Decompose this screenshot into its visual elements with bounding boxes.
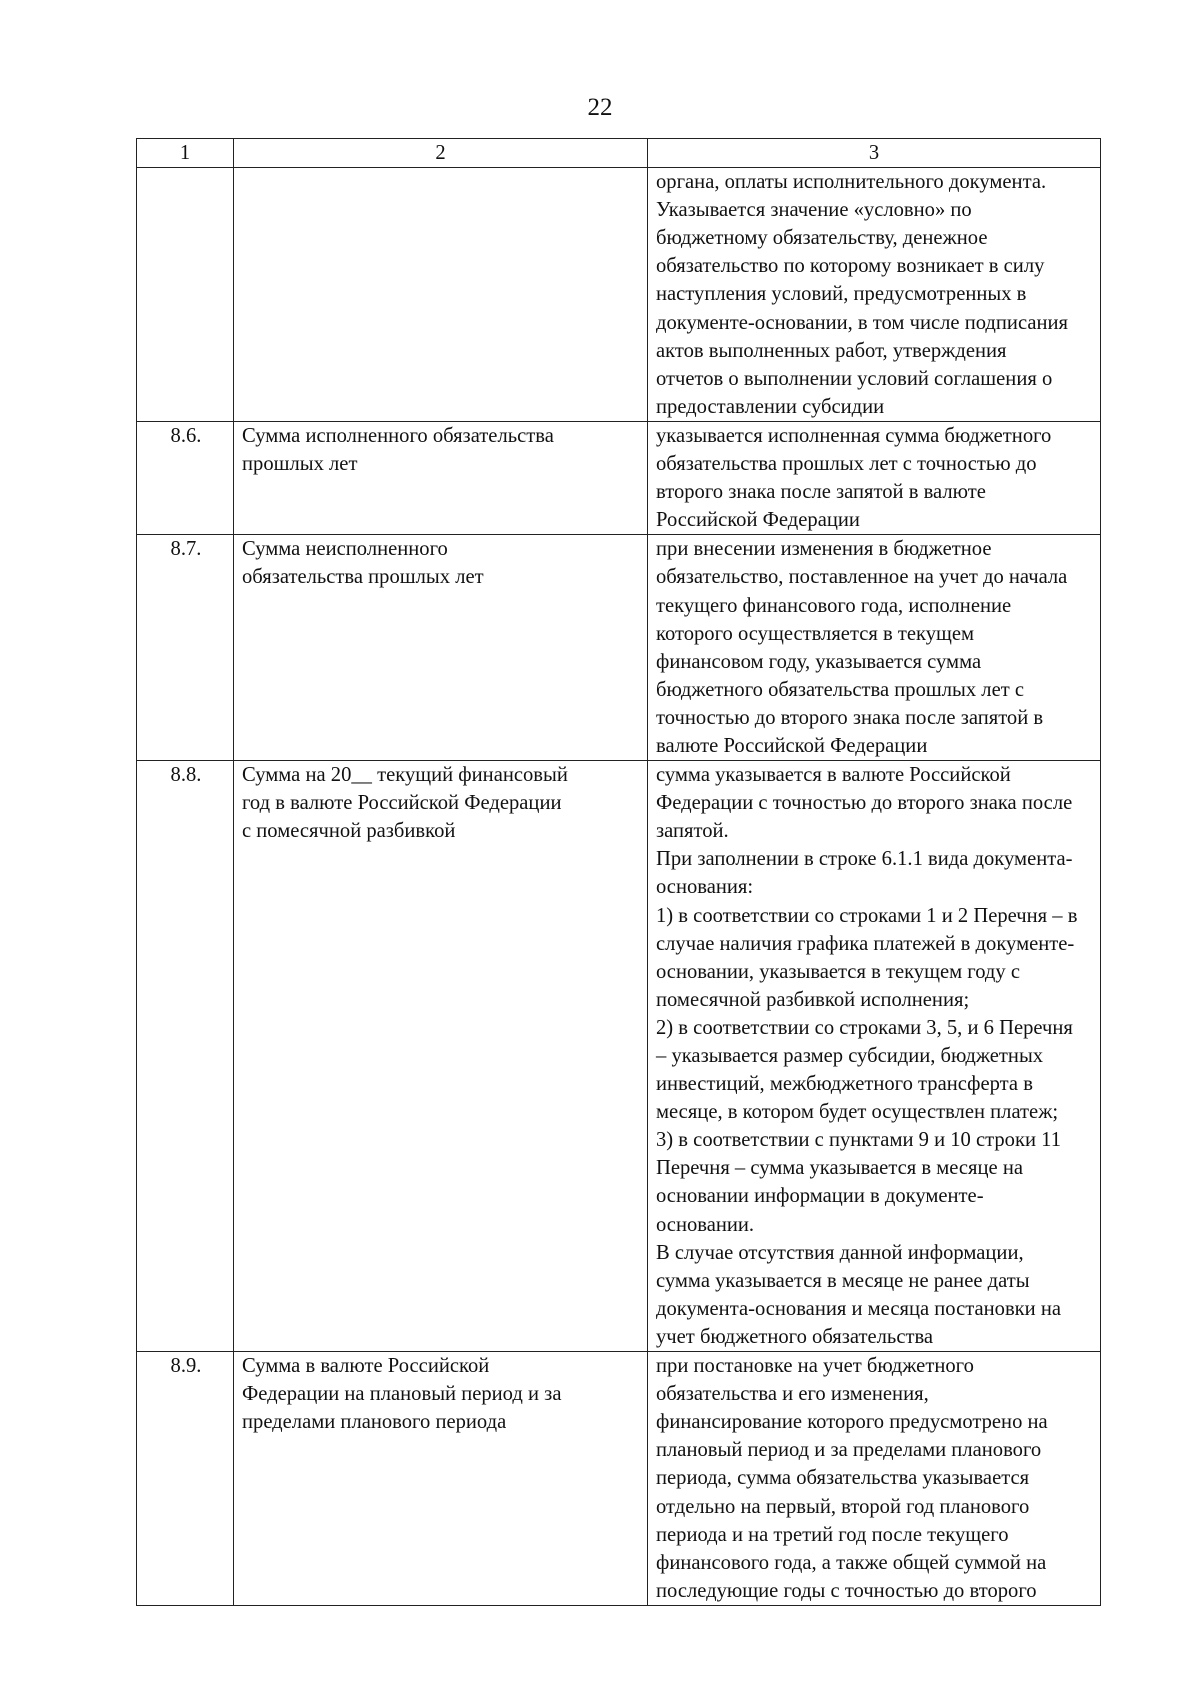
description-line: финансирование которого предусмотрено на xyxy=(656,1411,1048,1434)
field-name-cell xyxy=(234,421,648,534)
description-line: 1) в соответствии со строками 1 и 2 Перечня – в xyxy=(656,904,1078,927)
description-line: периода и на третий год после текущего xyxy=(656,1523,1009,1546)
description-line: обязательства прошлых лет с точностью до xyxy=(656,453,1037,476)
description-line: точностью до второго знака после запятой в xyxy=(656,706,1044,729)
description-cell xyxy=(648,421,1101,534)
row-number-cell xyxy=(137,168,234,422)
description-line: при внесении изменения в бюджетное xyxy=(656,538,992,561)
description-line: бюджетному обязательству, денежное xyxy=(656,227,988,250)
description-line: документе-основании, в том числе подписания xyxy=(656,311,1068,334)
table-header-row xyxy=(137,139,1101,168)
field-name-line: с помесячной разбивкой xyxy=(242,820,456,843)
description-line: – указывается размер субсидии, бюджетных xyxy=(656,1045,1044,1067)
description-line: обязательства и его изменения, xyxy=(656,1383,929,1406)
field-name-line: Сумма на 20__ текущий финансовый xyxy=(242,764,568,787)
description-line: предоставлении субсидии xyxy=(656,395,885,418)
description-line: финансового года, а также общей суммой на xyxy=(656,1551,1047,1574)
description-line: которого осуществляется в текущем xyxy=(656,622,975,645)
column-header-3: 3 xyxy=(648,139,1101,168)
description-line: периода, сумма обязательства указывается xyxy=(656,1467,1030,1490)
description-line: органа, оплаты исполнительного документа. xyxy=(656,171,1047,194)
description-line: при постановке на учет бюджетного xyxy=(656,1355,974,1378)
description-line: В случае отсутствия данной информации, xyxy=(656,1241,1024,1264)
row-number-cell: 8.8. xyxy=(137,761,234,1352)
description-line: основания: xyxy=(656,876,754,899)
description-line: бюджетного обязательства прошлых лет с xyxy=(656,678,1024,701)
field-name-line: Сумма в валюте Российской xyxy=(242,1355,490,1378)
field-name-line: пределами планового периода xyxy=(242,1411,507,1434)
field-name-line: обязательства прошлых лет xyxy=(242,566,484,589)
description-line: основании. xyxy=(656,1213,755,1236)
description-line: сумма указывается в месяце не ранее даты xyxy=(656,1269,1030,1292)
description-line: отдельно на первый, второй год планового xyxy=(656,1495,1030,1518)
table-row xyxy=(137,761,1101,1352)
description-cell xyxy=(648,168,1101,422)
column-header-1: 1 xyxy=(137,139,234,168)
field-name-line: прошлых лет xyxy=(242,453,358,476)
table-row xyxy=(137,1352,1101,1606)
description-line: актов выполненных работ, утверждения xyxy=(656,339,1007,362)
description-line: обязательство, поставленное на учет до начала xyxy=(656,566,1068,589)
description-line: обязательство по которому возникает в силу xyxy=(656,255,1045,278)
table-row xyxy=(137,421,1101,534)
field-name-cell xyxy=(234,535,648,761)
description-line: наступления условий, предусмотренных в xyxy=(656,283,1027,306)
field-name-line: Сумма неисполненного xyxy=(242,538,448,561)
description-line: последующие годы с точностью до второго xyxy=(656,1579,1037,1602)
description-line: финансовом году, указывается сумма xyxy=(656,650,982,673)
field-name-line: Федерации на плановый период и за xyxy=(242,1383,562,1406)
field-name-cell xyxy=(234,1352,648,1606)
description-line: помесячной разбивкой исполнения; xyxy=(656,988,970,1011)
description-line: документа-основания и месяца постановки на xyxy=(656,1297,1061,1320)
description-line: Указывается значение «условно» по xyxy=(656,199,972,222)
description-line: валюте Российской Федерации xyxy=(656,734,928,757)
field-name-line: год в валюте Российской Федерации xyxy=(242,792,562,815)
description-line: отчетов о выполнении условий соглашения о xyxy=(656,367,1053,390)
description-line: текущего финансового года, исполнение xyxy=(656,594,1012,617)
page-number: 22 xyxy=(587,94,613,121)
description-line: случае наличия графика платежей в документе- xyxy=(656,932,1075,955)
description-line: второго знака после запятой в валюте xyxy=(656,481,986,504)
description-cell xyxy=(648,535,1101,761)
column-header-2: 2 xyxy=(234,139,648,168)
description-line: основании, указывается в текущем году с xyxy=(656,960,1020,983)
specification-table xyxy=(136,138,1101,1606)
description-line: указывается исполненная сумма бюджетного xyxy=(656,424,1052,447)
description-line: 3) в соответствии с пунктами 9 и 10 строки 11 xyxy=(656,1129,1061,1152)
description-line: инвестиций, межбюджетного трансферта в xyxy=(656,1073,1033,1096)
description-line: основании информации в документе- xyxy=(656,1185,984,1208)
description-line: При заполнении в строке 6.1.1 вида документа- xyxy=(656,848,1073,871)
table-row xyxy=(137,535,1101,761)
row-number-cell: 8.6. xyxy=(137,421,234,534)
description-line: запятой. xyxy=(656,820,729,843)
description-line: Российской Федерации xyxy=(656,509,860,532)
description-line: месяце, в котором будет осуществлен платеж; xyxy=(656,1101,1059,1124)
row-number-cell: 8.7. xyxy=(137,535,234,761)
description-line: Федерации с точностью до второго знака после xyxy=(656,792,1073,815)
description-line: учет бюджетного обязательства xyxy=(656,1325,934,1348)
field-name-cell xyxy=(234,761,648,1352)
table-body xyxy=(137,168,1101,1606)
description-line: 2) в соответствии со строками 3, 5, и 6 Перечня xyxy=(656,1016,1073,1039)
field-name-line: Сумма исполненного обязательства xyxy=(242,424,554,447)
description-line: плановый период и за пределами планового xyxy=(656,1439,1042,1462)
description-cell xyxy=(648,761,1101,1352)
description-line: сумма указывается в валюте Российской xyxy=(656,764,1011,787)
table-row xyxy=(137,168,1101,422)
field-name-cell xyxy=(234,168,648,422)
row-number-cell: 8.9. xyxy=(137,1352,234,1606)
description-cell xyxy=(648,1352,1101,1606)
description-line: Перечня – сумма указывается в месяце на xyxy=(656,1157,1023,1180)
